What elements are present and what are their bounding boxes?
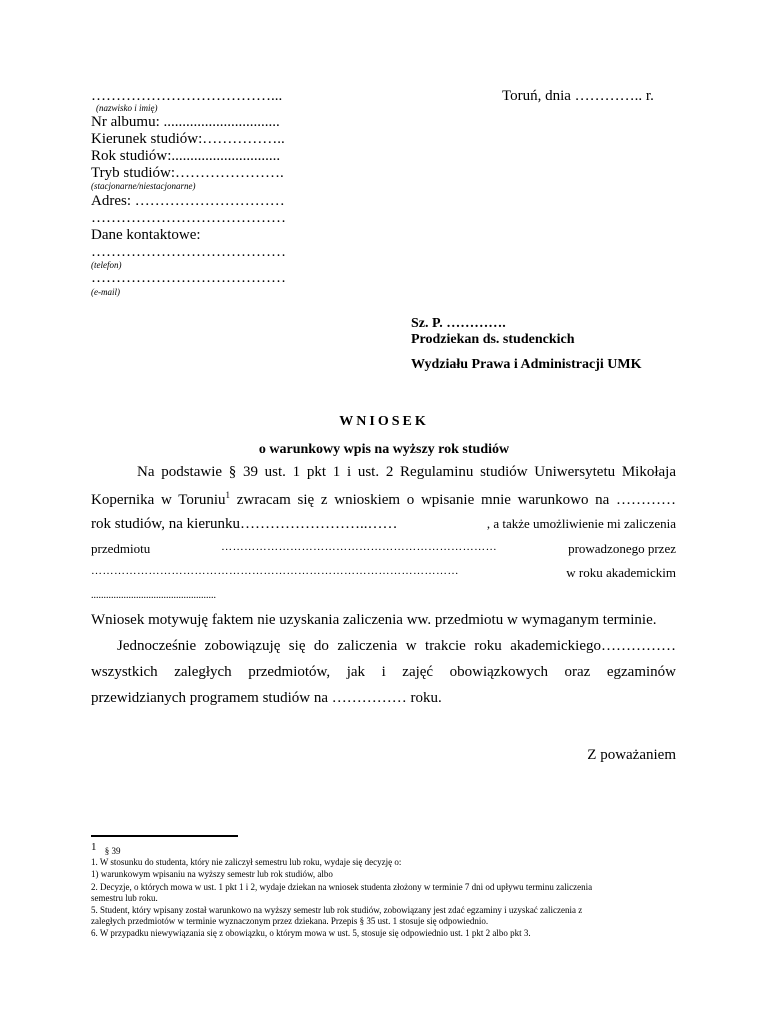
body-line-2-a: Kopernika w Toruniu <box>91 492 226 508</box>
footnote-line-1: 1. W stosunku do studenta, który nie zaliczył semestru lub roku, wydaje się decyzję o: <box>91 857 402 867</box>
phone-field: ………………………………… <box>91 244 286 260</box>
body-line-2-b: zwracam się z wnioskiem o wpisanie mnie warunkowo na ………… <box>230 492 676 508</box>
kontakt-label: Dane kontaktowe: <box>91 227 201 243</box>
email-field: ………………………………… <box>91 270 286 286</box>
addressee-line-1: Sz. P. …………. <box>411 316 506 331</box>
footnote-line-6: zaległych przedmiotów w terminie wyznaczonym przez dziekana. Przepis § 35 ust. 1 stosuje się odpowiednio. <box>91 916 489 926</box>
tryb-field: Tryb studiów:…………………. <box>91 165 284 181</box>
body-line-2 <box>91 490 676 509</box>
body-line-4-a: przedmiotu <box>91 541 151 556</box>
body-line-6: .................................................. <box>91 590 216 601</box>
body-line-1: Na podstawie § 39 ust. 1 pkt 1 i ust. 2 Regulaminu studiów Uniwersytetu Mikołaja <box>137 464 676 480</box>
body-line-3-a: rok studiów, na kierunku……………………..…… <box>91 516 398 532</box>
footnote-line-3: 2. Decyzje, o których mowa w ust. 1 pkt 1 i 2, wydaje dziekan na wniosek studenta złożony w terminie 7 dni od upływu terminu zaliczenia <box>91 882 593 892</box>
body-line-5-dots: …………………………………………………………………………………… <box>91 565 459 577</box>
body-paragraph-3-line-2: wszystkich zaległych przedmiotów, jak i zajęć obowiązkowych oraz egzaminów <box>91 664 676 680</box>
footnote-header <box>91 842 121 856</box>
body-line-5-b: w roku akademickim <box>566 565 676 580</box>
tryb-hint: (stacjonarne/niestacjonarne) <box>91 181 196 191</box>
addressee-line-3: Wydziału Prawa i Administracji UMK <box>411 357 642 372</box>
footnote-separator <box>91 835 238 837</box>
document-subtitle: o warunkowy wpis na wyższy rok studiów <box>258 442 510 457</box>
closing-salutation: Z poważaniem <box>587 747 676 763</box>
footnote-line-7: 6. W przypadku niewywiązania się z obowiązku, o którym mowa w ust. 5, stosuje się odpowiednio ust. 1 pkt 2 albo pkt 3. <box>91 928 531 938</box>
email-hint: (e-mail) <box>91 287 120 297</box>
body-line-3-b: , a także umożliwienie mi zaliczenia <box>486 516 676 531</box>
footnote-section: § 39 <box>104 846 121 856</box>
body-paragraph-3-line-1: Jednocześnie zobowiązuję się do zaliczenia w trakcie roku akademickiego…………… <box>117 638 676 654</box>
rok-field: Rok studiów:............................. <box>91 148 281 164</box>
body-line-4-c: prowadzonego przez <box>568 541 676 556</box>
name-field: ………………………………... <box>91 88 283 104</box>
footnote-line-2: 1) warunkowym wpisaniu na wyższy semestr lub rok studiów, albo <box>91 869 333 879</box>
body-paragraph-2: Wniosek motywuję faktem nie uzyskania zaliczenia ww. przedmiotu w wymaganym terminie. <box>91 612 657 628</box>
footnote-marker: 1 <box>91 841 97 853</box>
footnote-ref: 1 <box>225 490 231 500</box>
adres-field: Adres: ………………………… <box>91 193 285 209</box>
body-line-5 <box>91 565 676 581</box>
name-hint: (nazwisko i imię) <box>96 103 158 113</box>
body-line-3 <box>91 516 676 533</box>
document-title: WNIOSEK <box>339 414 429 429</box>
adres-field-2: ………………………………… <box>91 210 286 226</box>
kierunek-field: Kierunek studiów:…………….. <box>91 131 285 147</box>
city-date: Toruń, dnia ………….. r. <box>502 88 654 104</box>
phone-hint: (telefon) <box>91 260 122 270</box>
album-field: Nr albumu: ............................... <box>91 114 280 130</box>
body-paragraph-3-line-3: przewidzianych programem studiów na …………… roku. <box>91 690 442 706</box>
footnote-line-5: 5. Student, który wpisany został warunkowo na wyższy semestr lub rok studiów, zobowiązany jest zdać egzaminy i uzyskać zaliczenia z <box>91 905 583 915</box>
body-line-4-dots: ……………………………………………………………… <box>221 541 498 553</box>
footnote-line-4: semestru lub roku. <box>91 893 158 903</box>
body-line-4 <box>91 541 676 557</box>
addressee-line-2: Prodziekan ds. studenckich <box>411 332 575 347</box>
